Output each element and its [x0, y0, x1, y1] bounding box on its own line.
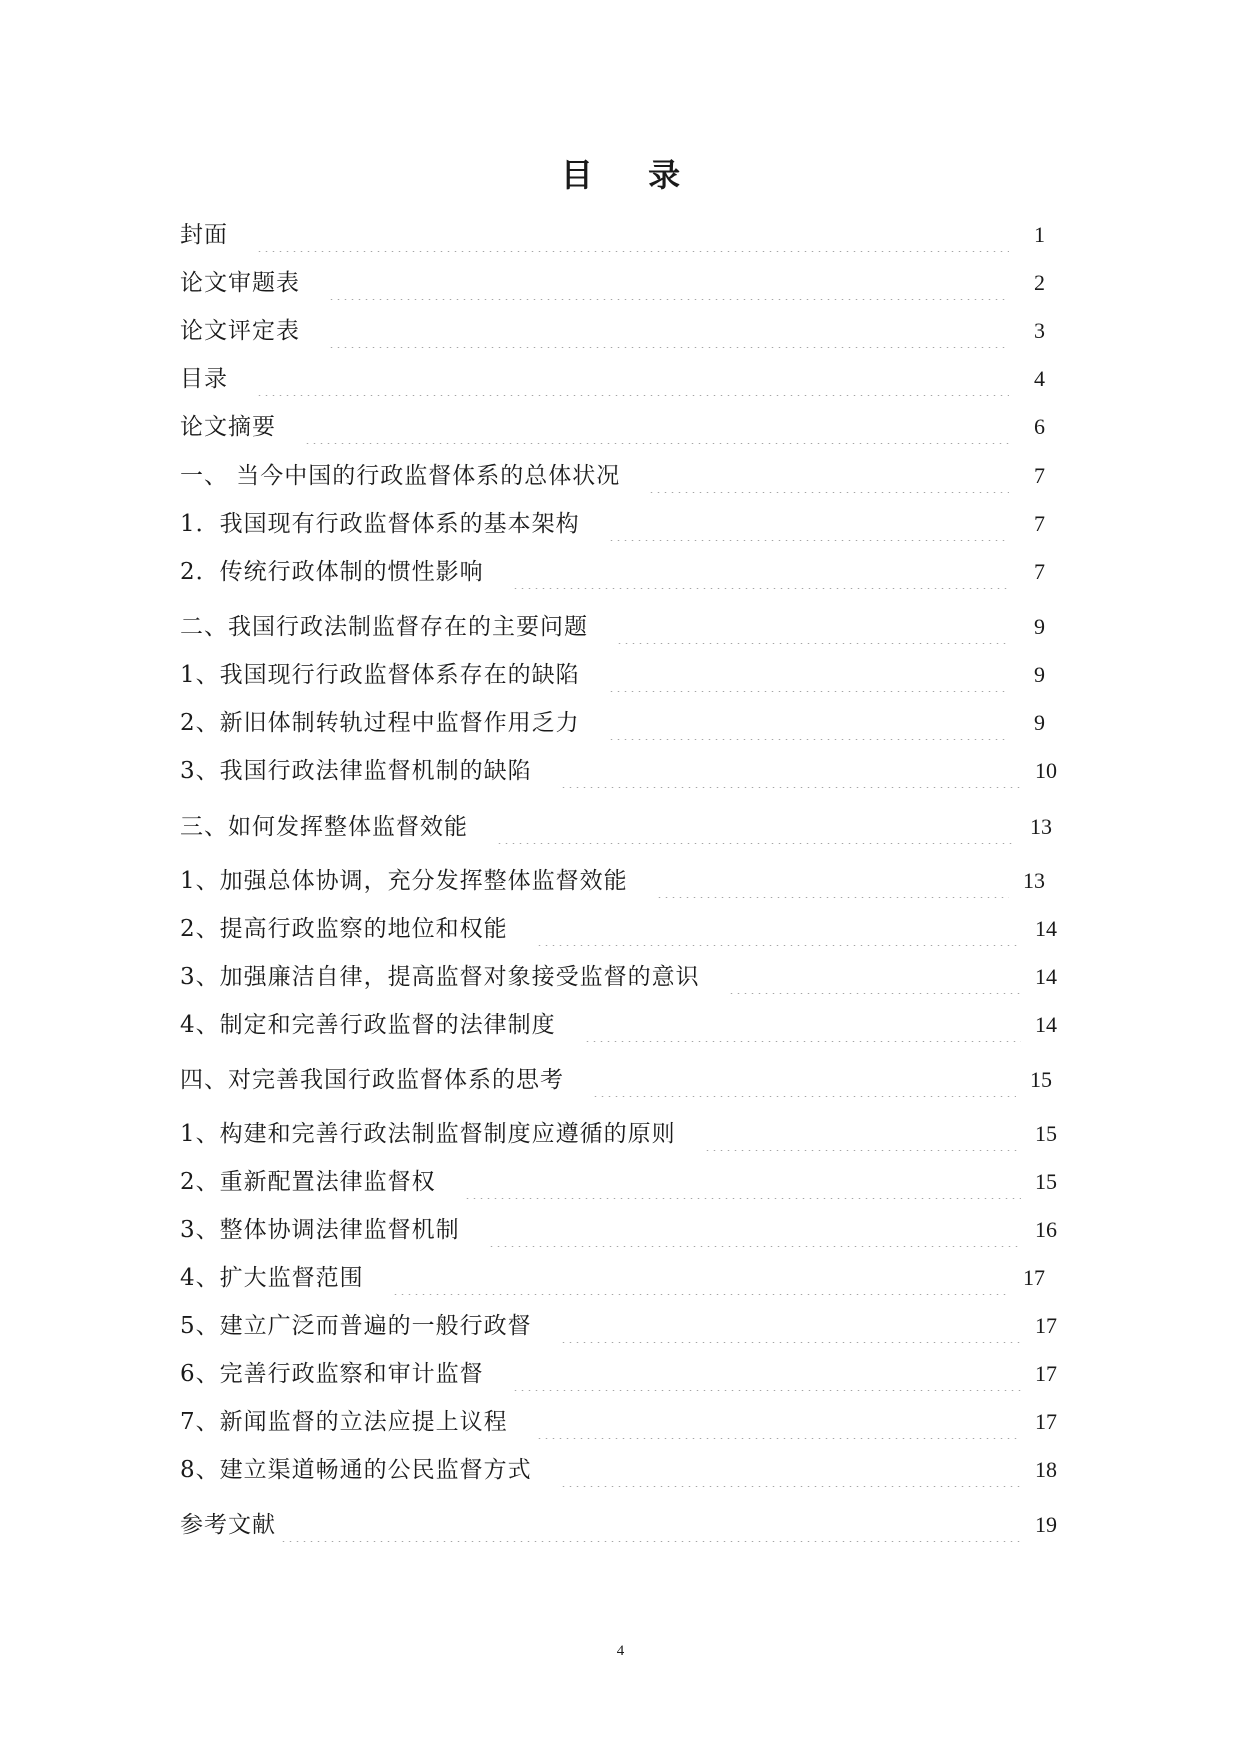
toc-leader-dots: [608, 658, 1009, 692]
toc-entry-label: 3、加强廉洁自律，提高监督对象接受监督的意识: [180, 964, 700, 990]
toc-leader-dots: [392, 1261, 1009, 1295]
toc-leader-dots: [584, 1008, 1021, 1042]
toc-entry-page: 1: [1034, 222, 1045, 247]
toc-entry-label: 三、如何发挥整体监督效能: [180, 814, 468, 840]
toc-leader-dots: [560, 1453, 1021, 1487]
toc-entry-label: 二、我国行政法制监督存在的主要问题: [180, 614, 588, 640]
toc-entry-page: 17: [1035, 1313, 1057, 1338]
toc-entry: [180, 410, 1045, 444]
toc-entry: [180, 1213, 1057, 1247]
toc-entry-page: 9: [1034, 710, 1045, 735]
toc-entry-label: 8、建立渠道畅通的公民监督方式: [180, 1457, 532, 1483]
toc-entry: [180, 1261, 1045, 1295]
toc-leader-dots: [496, 810, 1016, 844]
toc-leader-dots: [280, 1508, 1021, 1542]
toc-entry-page: 10: [1035, 758, 1057, 783]
toc-entry-label: 3、我国行政法律监督机制的缺陷: [180, 758, 532, 784]
toc-entry-page: 4: [1034, 366, 1045, 391]
toc-entry-label: 1、构建和完善行政法制监督制度应遵循的原则: [180, 1121, 676, 1147]
toc-entry-page: 14: [1035, 964, 1057, 989]
toc-entry-label: 论文摘要: [180, 414, 276, 440]
toc-leader-dots: [608, 706, 1009, 740]
toc-leader-dots: [512, 555, 1009, 589]
toc-entry: [180, 1405, 1057, 1439]
toc-entry-page: 13: [1030, 814, 1052, 839]
toc-leader-dots: [560, 1309, 1021, 1343]
toc-entry-page: 19: [1035, 1512, 1057, 1537]
toc-leader-dots: [256, 218, 1009, 252]
toc-entry: [180, 507, 1045, 541]
toc-entry: [180, 658, 1045, 692]
toc-entry-label: 2、重新配置法律监督权: [180, 1169, 436, 1195]
toc-entry-label: 1、加强总体协调，充分发挥整体监督效能: [180, 868, 628, 894]
toc-leader-dots: [304, 410, 1009, 444]
toc-entry-page: 9: [1034, 662, 1045, 687]
toc-entry: [180, 362, 1045, 396]
toc-leader-dots: [328, 314, 1009, 348]
toc-entry-label: 6、完善行政监察和审计监督: [180, 1361, 484, 1387]
toc-leader-dots: [648, 459, 1009, 493]
toc-entry-label: 目录: [180, 366, 228, 392]
toc-entry-label: 1、我国现行行政监督体系存在的缺陷: [180, 662, 580, 688]
toc-entry-label: 1．我国现有行政监督体系的基本架构: [180, 511, 580, 537]
toc-entry-label: 2、新旧体制转轨过程中监督作用乏力: [180, 710, 580, 736]
toc-entry: [180, 864, 1045, 898]
toc-entry-page: 14: [1035, 1012, 1057, 1037]
toc-entry-page: 14: [1035, 916, 1057, 941]
toc-entry-label: 4、制定和完善行政监督的法律制度: [180, 1012, 556, 1038]
toc-entry-label: 5、建立广泛而普遍的一般行政督: [180, 1313, 532, 1339]
toc-entry-page: 16: [1035, 1217, 1057, 1242]
toc-leader-dots: [536, 912, 1021, 946]
toc-entry-label: 论文评定表: [180, 318, 300, 344]
toc-entry: [180, 610, 1045, 644]
toc-leader-dots: [728, 960, 1021, 994]
toc-entry-page: 18: [1035, 1457, 1057, 1482]
toc-leader-dots: [536, 1405, 1021, 1439]
toc-entry-page: 13: [1023, 868, 1045, 893]
toc-entry-label: 7、新闻监督的立法应提上议程: [180, 1409, 508, 1435]
toc-entry-label: 2．传统行政体制的惯性影响: [180, 559, 484, 585]
toc-entry: [180, 1453, 1057, 1487]
toc-entry: [180, 1117, 1057, 1151]
toc-entry: [180, 1309, 1057, 1343]
toc-entry: [180, 1063, 1052, 1097]
toc-entry-page: 9: [1034, 614, 1045, 639]
toc-leader-dots: [592, 1063, 1016, 1097]
toc-entry-label: 四、对完善我国行政监督体系的思考: [180, 1067, 564, 1093]
toc-entry: [180, 1508, 1057, 1542]
toc-leader-dots: [656, 864, 1009, 898]
toc-entry-page: 17: [1023, 1265, 1045, 1290]
toc-entry: [180, 266, 1045, 300]
toc-entry-page: 17: [1035, 1361, 1057, 1386]
toc-entry-page: 2: [1034, 270, 1045, 295]
toc-entry-label: 2、提高行政监察的地位和权能: [180, 916, 508, 942]
toc-leader-dots: [704, 1117, 1021, 1151]
toc-entry: [180, 706, 1045, 740]
page-title: 目 录: [560, 156, 703, 194]
toc-entry: [180, 314, 1045, 348]
toc-entry: [180, 218, 1045, 252]
toc-entry-page: 7: [1034, 559, 1045, 584]
toc-entry-page: 17: [1035, 1409, 1057, 1434]
toc-entry: [180, 459, 1045, 493]
toc-entry-page: 7: [1034, 463, 1045, 488]
toc-entry-label: 一、 当今中国的行政监督体系的总体状况: [180, 463, 621, 489]
toc-entry: [180, 912, 1057, 946]
toc-entry-label: 参考文献: [180, 1512, 276, 1538]
toc-leader-dots: [464, 1165, 1021, 1199]
toc-entry: [180, 810, 1052, 844]
toc-entry-page: 3: [1034, 318, 1045, 343]
toc-entry-page: 6: [1034, 414, 1045, 439]
toc-entry: [180, 1165, 1057, 1199]
toc-entry-page: 7: [1034, 511, 1045, 536]
toc-entry-label: 4、扩大监督范围: [180, 1265, 364, 1291]
toc-entry-page: 15: [1035, 1121, 1057, 1146]
toc-leader-dots: [608, 507, 1009, 541]
toc-entry: [180, 1357, 1057, 1391]
toc-entry: [180, 1008, 1057, 1042]
toc-entry: [180, 960, 1057, 994]
toc-entry-page: 15: [1030, 1067, 1052, 1092]
toc-leader-dots: [560, 754, 1021, 788]
page-number: 4: [616, 1643, 625, 1659]
toc-entry-label: 论文审题表: [180, 270, 300, 296]
toc-entry-label: 3、整体协调法律监督机制: [180, 1217, 460, 1243]
toc-leader-dots: [328, 266, 1009, 300]
toc-entry-page: 15: [1035, 1169, 1057, 1194]
toc-leader-dots: [256, 362, 1009, 396]
toc-leader-dots: [488, 1213, 1021, 1247]
toc-leader-dots: [512, 1357, 1021, 1391]
toc-entry: [180, 754, 1057, 788]
toc-entry-label: 封面: [180, 222, 228, 248]
toc-entry: [180, 555, 1045, 589]
toc-leader-dots: [616, 610, 1009, 644]
